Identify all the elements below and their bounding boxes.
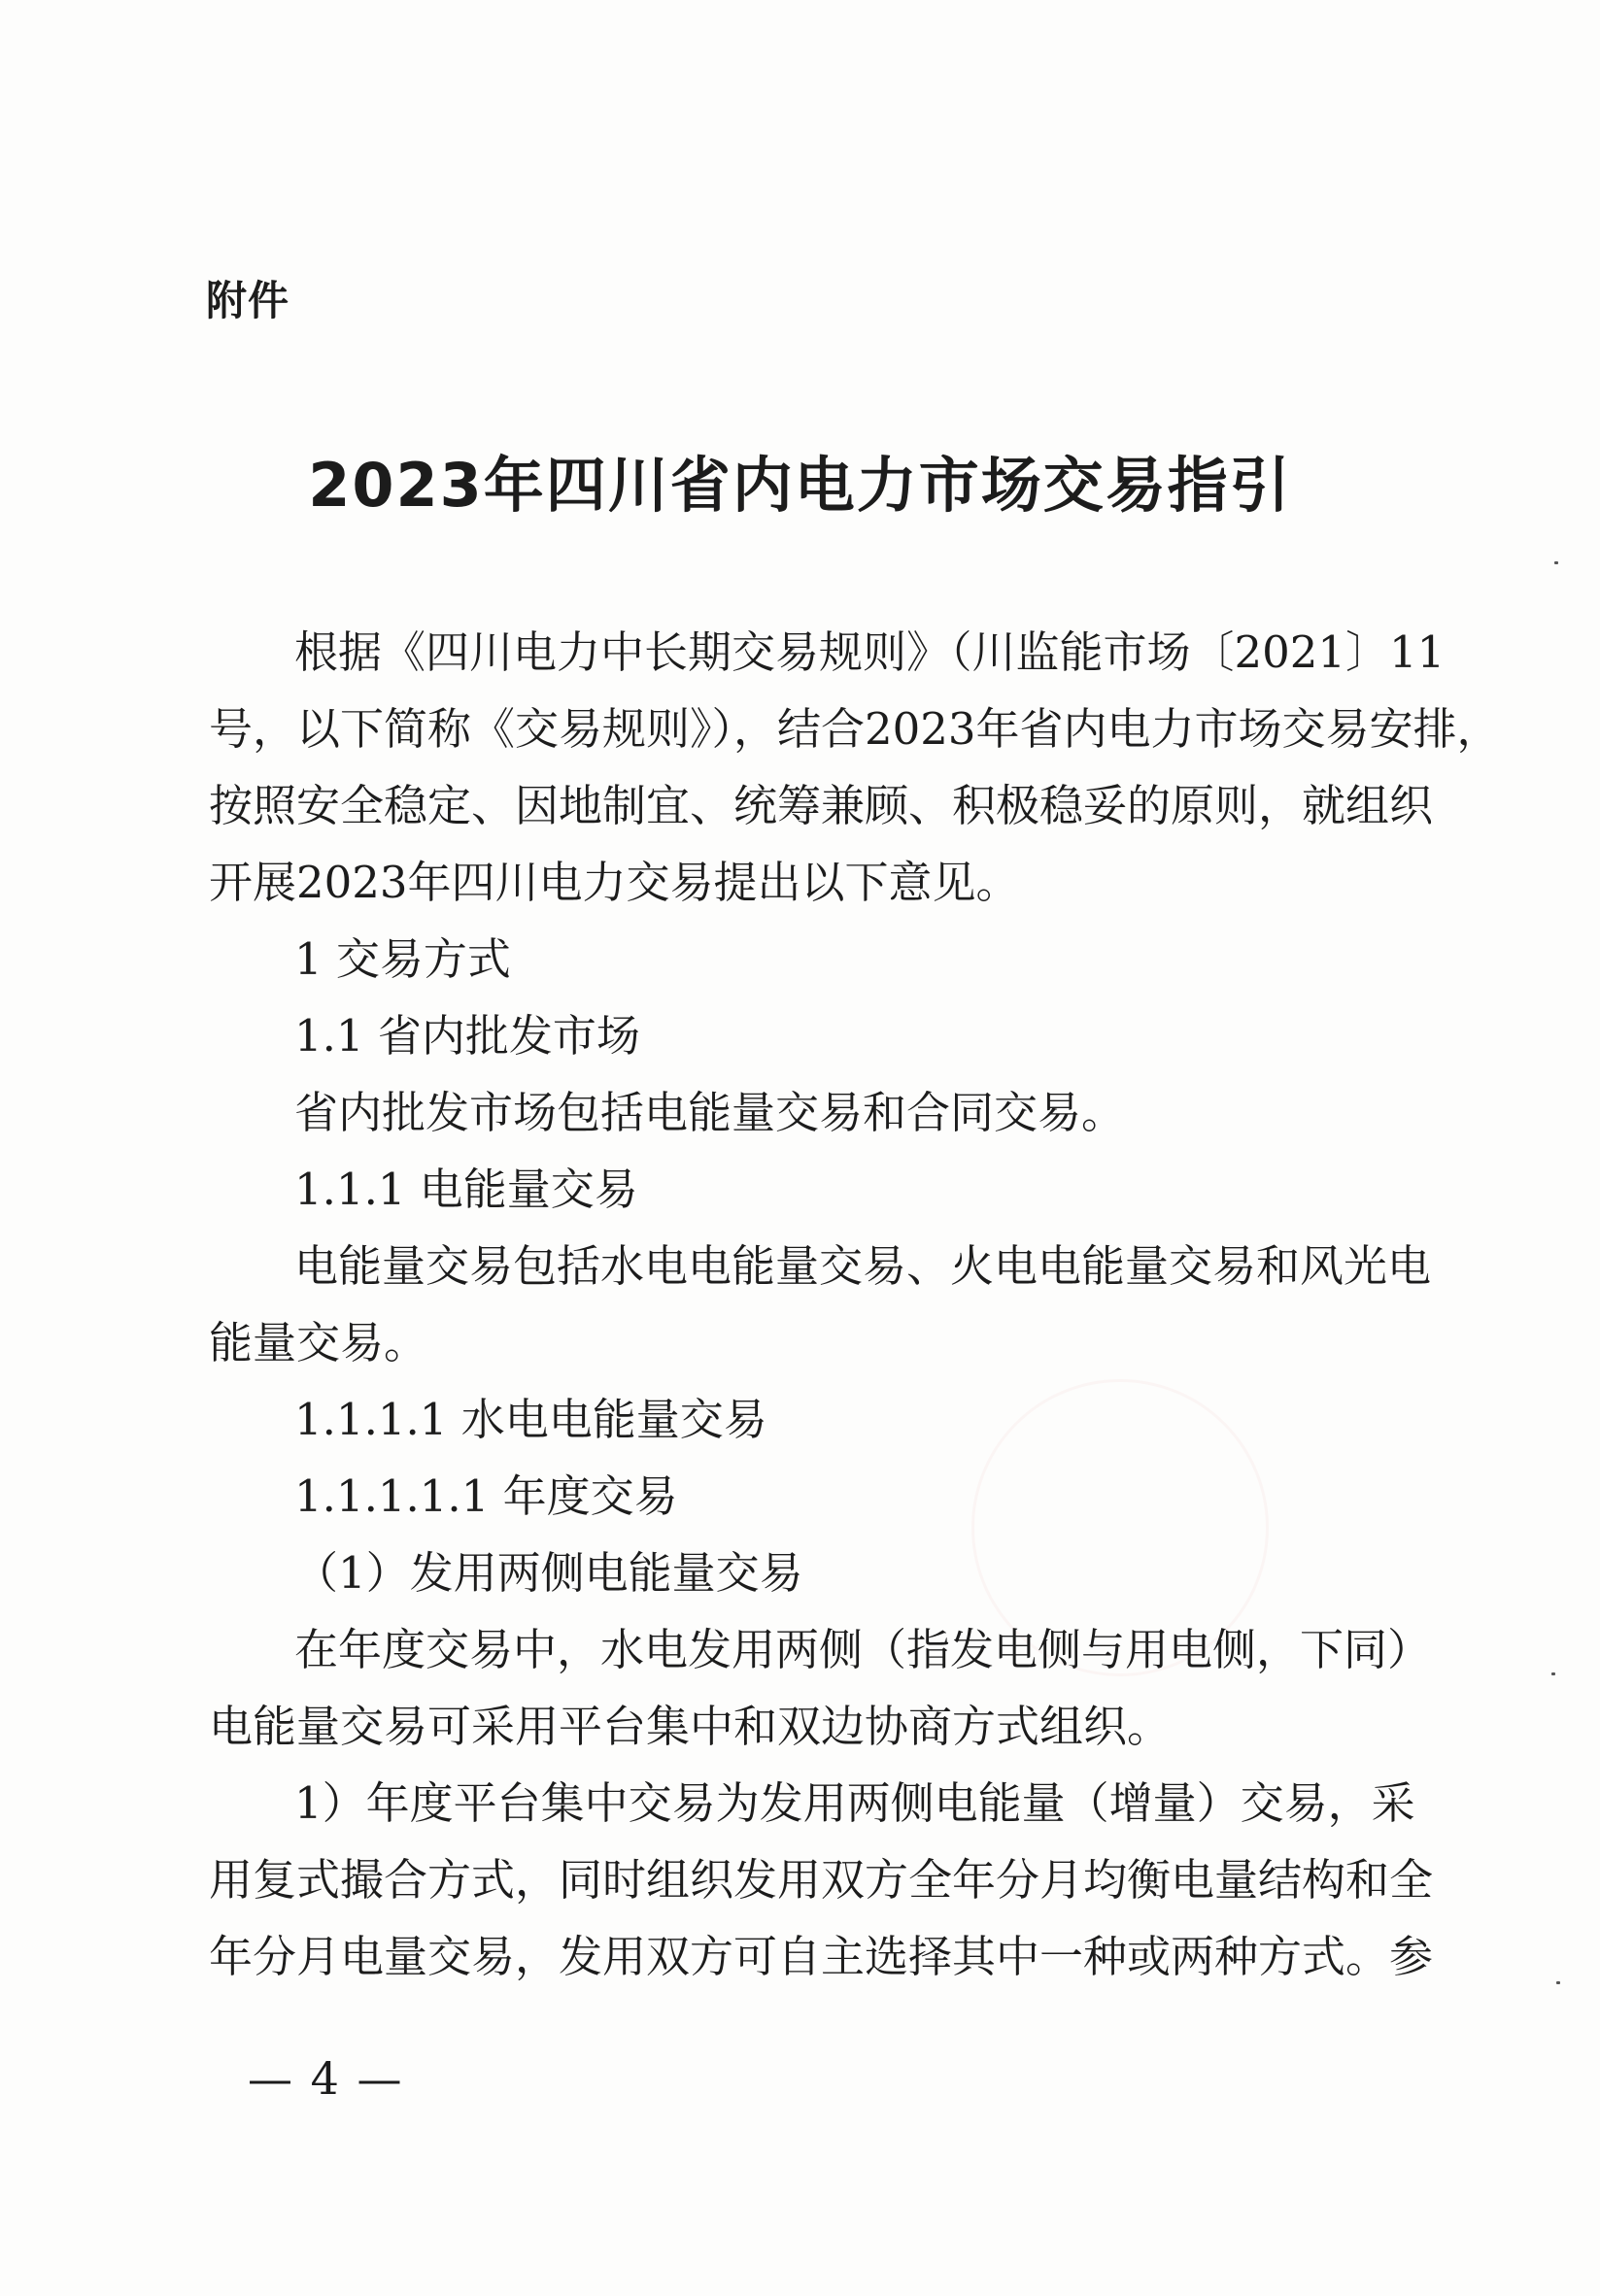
- sub-item-1-line-1: 1）年度平台集中交易为发用两侧电能量（增量）交易，采: [294, 1777, 1415, 1829]
- heading-1-1-1: 1.1.1 电能量交易: [294, 1164, 638, 1215]
- paragraph-1-1: 省内批发市场包括电能量交易和合同交易。: [294, 1087, 1126, 1138]
- sub-item-1-line-2: 用复式撮合方式，同时组织发用双方全年分月均衡电量结构和全: [209, 1854, 1434, 1906]
- scan-speck: [1556, 1981, 1560, 1984]
- sub-item-1-line-3: 年分月电量交易，发用双方可自主选择其中一种或两种方式。参: [209, 1931, 1434, 1982]
- intro-line-4: 开展2023年四川电力交易提出以下意见。: [209, 857, 1020, 908]
- document-body: [209, 614, 1501, 1995]
- item-1-line-2: 电能量交易可采用平台集中和双边协商方式组织。: [209, 1701, 1172, 1752]
- heading-1: 1 交易方式: [294, 933, 511, 985]
- page-number: — 4 —: [248, 2052, 404, 2105]
- paragraph-1-1-1-line-1: 电能量交易包括水电电能量交易、火电电能量交易和风光电: [294, 1240, 1432, 1292]
- paragraph-1-1-1-line-2: 能量交易。: [209, 1317, 428, 1368]
- attachment-label: 附件: [206, 277, 290, 324]
- heading-1-1-1-1-1: 1.1.1.1.1 年度交易: [294, 1470, 678, 1522]
- item-1-line-1: 在年度交易中，水电发用两侧（指发电侧与用电侧，下同）: [294, 1624, 1432, 1675]
- intro-line-3: 按照安全稳定、因地制宜、统筹兼顾、积极稳妥的原则，就组织: [209, 780, 1434, 831]
- heading-1-1: 1.1 省内批发市场: [294, 1010, 640, 1062]
- document-title: 2023年四川省内电力市场交易指引: [308, 450, 1292, 521]
- heading-1-1-1-1: 1.1.1.1 水电电能量交易: [294, 1394, 767, 1445]
- item-1-heading: （1）发用两侧电能量交易: [294, 1547, 803, 1599]
- scan-speck: [1554, 561, 1558, 564]
- intro-line-2: 号，以下简称《交易规则》），结合2023年省内电力市场交易安排，: [209, 703, 1501, 755]
- scan-speck: [1551, 1672, 1555, 1675]
- intro-line-1: 根据《四川电力中长期交易规则》（川监能市场〔2021〕11: [294, 626, 1446, 678]
